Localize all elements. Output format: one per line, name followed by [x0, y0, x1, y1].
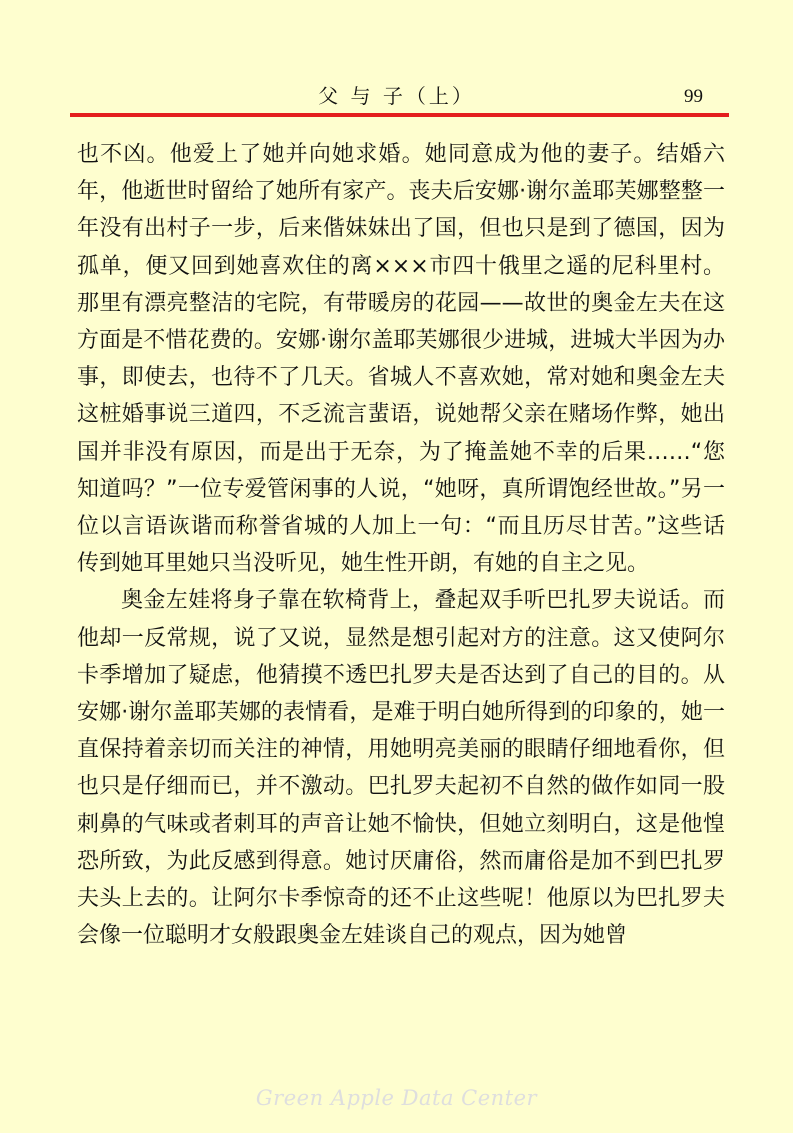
chapter-title: 父 与 子（上）	[318, 84, 475, 108]
body-text	[77, 136, 725, 954]
paragraph-1: 也不凶。他爱上了她并向她求婚。她同意成为他的妻子。结婚六年，他逝世时留给了她所有家产。丧夫后安娜·谢尔盖耶芙娜整整一年没有出村子一步，后来偕妹妹出了国，但也只是到了德国，因为孤单，便又回到她喜欢住的离×××市四十俄里之遥的尼科里村。那里有漂亮整洁的宅院，有带暖房的花园——故世的奥金左夫在这方面是不惜花费的。安娜·谢尔盖耶芙娜很少进城，进城大半因为办事，即使去，也待不了几天。省城人不喜欢她，常对她和奥金左夫这桩婚事说三道四，不乏流言蜚语，说她帮父亲在赌场作弊，她出国并非没有原因，而是出于无奈，为了掩盖她不幸的后果……“您知道吗？”一位专爱管闲事的人说，“她呀，真所谓饱经世故。”另一位以言语诙谐而称誉省城的人加上一句：“而且历尽甘苦。”这些话传到她耳里她只当没听见，她生性开朗，有她的自主之见。	[77, 142, 725, 577]
paragraph-2: 奥金左娃将身子靠在软椅背上，叠起双手听巴扎罗夫说话。而他却一反常规，说了又说，显然是想引起对方的注意。这又使阿尔卡季增加了疑虑，他猜摸不透巴扎罗夫是否达到了自己的目的。从安娜·谢尔盖耶芙娜的表情看，是难于明白她所得到的印象的，她一直保持着亲切而关注的神情，用她明亮美丽的眼睛仔细地看你，但也只是仔细而已，并不激动。巴扎罗夫起初不自然的做作如同一股刺鼻的气味或者刺耳的声音让她不愉快，但她立刻明白，这是他惶恐所致，为此反感到得意。她讨厌庸俗，然而庸俗是加不到巴扎罗夫头上去的。让阿尔卡季惊奇的还不止这些呢！他原以为巴扎罗夫会像一位聪明才女般跟奥金左娃谈自己的观点，因为她曾	[77, 588, 725, 949]
watermark: Green Apple Data Center	[255, 1086, 538, 1110]
page-number: 99	[684, 86, 703, 107]
header-rule	[70, 113, 729, 117]
